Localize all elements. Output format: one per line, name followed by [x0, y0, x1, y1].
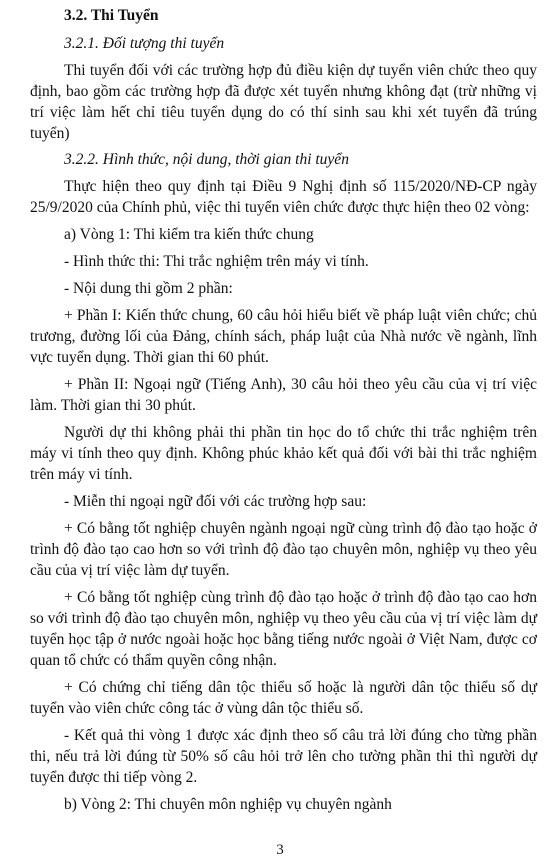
paragraph-no-it-test: Người dự thi không phải thi phần tin học do tổ chức thi trắc nghiệm trên máy vi tính theo quy định. Không phúc khảo kết quả đối với bài thi trắc nghiệm trên máy vi tính.: [30, 424, 537, 483]
paragraph-round1-title: a) Vòng 1: Thi kiểm tra kiến thức chung: [64, 226, 314, 243]
section-heading: 3.2. Thi Tuyển: [64, 7, 159, 24]
paragraph-round1-format: - Hình thức thi: Thi trắc nghiệm trên máy vi tính.: [64, 253, 369, 270]
paragraph-round2-title: b) Vòng 2: Thi chuyên môn nghiệp vụ chuyên ngành: [64, 796, 392, 813]
paragraph-round1-content: - Nội dung thi gồm 2 phần:: [64, 280, 233, 297]
paragraph-exemption-3: + Có chứng chỉ tiếng dân tộc thiểu số hoặc là người dân tộc thiểu số dự tuyển vào viên chức công tác ở vùng dân tộc thiểu số.: [30, 679, 537, 717]
subsection-heading-target: 3.2.1. Đối tượng thi tuyển: [64, 35, 225, 52]
paragraph-part1: + Phần I: Kiến thức chung, 60 câu hỏi hiểu biết về pháp luật viên chức; chủ trương, đường lối của Đảng, chính sách, pháp luật của Nhà nước về ngành, lĩnh vực tuyển dụng. Thời gian thi 60 phút.: [30, 307, 537, 366]
paragraph-round1-result: - Kết quả thi vòng 1 được xác định theo số câu trả lời đúng cho từng phần thi, nếu trả lời đúng từ 50% số câu hỏi trở lên cho tường phần thi thì người dự tuyển được thi tiếp vòng 2.: [30, 727, 537, 786]
paragraph-exemption-intro: - Miễn thi ngoại ngữ đối với các trường hợp sau:: [64, 493, 367, 510]
document-body: [30, 6, 537, 821]
paragraph-part2: + Phần II: Ngoại ngữ (Tiếng Anh), 30 câu hỏi theo yêu cầu của vị trí việc làm. Thời gian thi 30 phút.: [30, 376, 537, 414]
paragraph-exemption-1: + Có bằng tốt nghiệp chuyên ngành ngoại ngữ cùng trình độ đào tạo hoặc ở trình độ đào tạo cao hơn so với trình độ đào tạo chuyên môn, nghiệp vụ theo yêu cầu của vị trí việc làm dự tuyển.: [30, 520, 537, 579]
paragraph-exemption-2: + Có bằng tốt nghiệp cùng trình độ đào tạo hoặc ở trình độ đào tạo cao hơn so với trình độ đào tạo chuyên môn, nghiệp vụ theo yêu cầu của vị trí việc làm dự tuyển học tập ở nước ngoài hoặc học bằng tiếng nước ngoài ở Việt Nam, được cơ quan tổ chức có thẩm quyền công nhận.: [30, 589, 537, 669]
paragraph-target-scope: Thi tuyển đối với các trường hợp đủ điều kiện dự tuyển viên chức theo quy định, bao gồm các trường hợp đã được xét tuyển nhưng không đạt (trừ những vị trí việc làm hết chỉ tiêu tuyển dụng do có thí sinh sau khi xét tuyển đã trúng tuyển): [30, 62, 537, 142]
subsection-heading-format: 3.2.2. Hình thức, nội dung, thời gian thi tuyển: [64, 151, 349, 168]
page-number: 3: [276, 842, 284, 858]
paragraph-legal-basis: Thực hiện theo quy định tại Điều 9 Nghị định số 115/2020/NĐ-CP ngày 25/9/2020 của Chính phủ, việc thi tuyển viên chức được thực hiện theo 02 vòng:: [30, 178, 537, 216]
